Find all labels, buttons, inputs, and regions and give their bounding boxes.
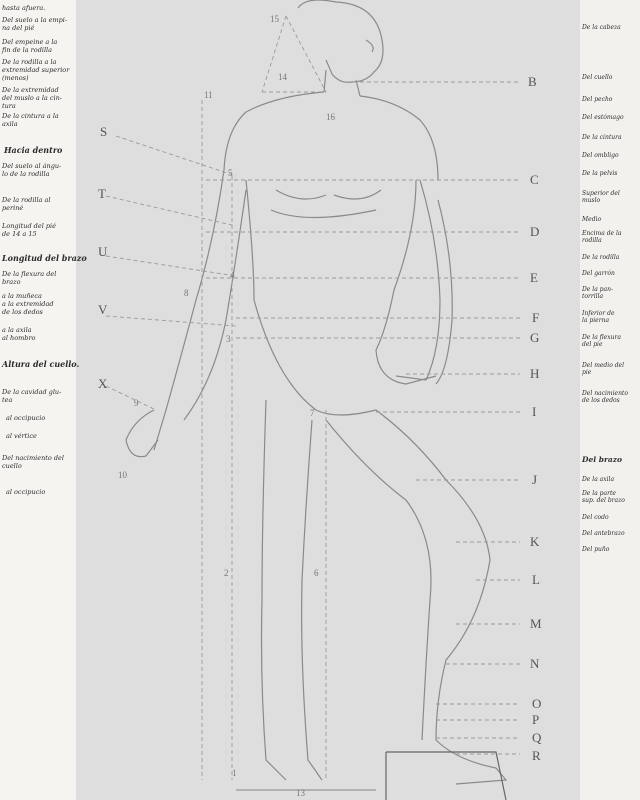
note-line: Del garrón [582, 270, 615, 277]
letter-label: J [532, 472, 538, 487]
letter-label: L [532, 572, 540, 587]
note-line: De la axila [582, 476, 615, 483]
note-line: De la rodilla a la extremidad superior (menos) [2, 58, 70, 82]
note-line: De la parte sup. del brazo [582, 490, 625, 504]
letter-label: H [530, 366, 540, 381]
point-number: 8 [184, 288, 189, 298]
point-number: 15 [270, 14, 279, 24]
letter-label: C [530, 172, 539, 187]
letter-label: K [530, 534, 540, 549]
note-line: al vértice [6, 432, 37, 440]
letter-label: X [98, 376, 108, 391]
point-number: 10 [118, 470, 127, 480]
note-line: De la rodilla al periné [2, 196, 51, 212]
letter-label: O [532, 696, 542, 711]
letter-label: E [530, 270, 538, 285]
letter-label: P [532, 712, 540, 727]
letter-label: S [100, 124, 108, 139]
letter-label: T [98, 186, 106, 201]
note-line: Del ombligo [582, 152, 619, 159]
note-line: Del nacimiento de los dedos [582, 390, 628, 404]
note-line: Del puño [582, 546, 610, 553]
note-heading: Del brazo [582, 455, 623, 464]
point-number: 2 [224, 568, 229, 578]
note-line: De la extremidad del muslo a la cin- tura [2, 86, 62, 110]
point-number: 9 [134, 398, 139, 408]
right-notes-column [580, 0, 640, 800]
note-line: Medio [582, 216, 602, 223]
letter-label: G [530, 330, 540, 345]
note-line: De la pelvis [582, 170, 618, 177]
note-line: Del codo [582, 514, 609, 521]
note-line: De la flexura del pie [582, 334, 621, 348]
letter-label: M [530, 616, 542, 631]
note-line: De la cintura [582, 134, 622, 141]
note-line: Encima de la rodilla [582, 230, 622, 244]
point-number: 11 [204, 90, 213, 100]
note-line: De la cavidad glu- tea [2, 388, 62, 404]
note-line: Del empeine a la fin de la rodilla [2, 38, 58, 54]
note-line: Del medio del pie [582, 362, 625, 376]
note-line: a la axila al hombro [2, 326, 36, 342]
letter-label: I [532, 404, 537, 419]
note-heading: Altura del cuello. [2, 359, 80, 369]
note-line: Del suelo al ángu- lo de la rodilla [2, 162, 62, 178]
note-line: Del nacimiento del cuello [2, 454, 64, 470]
note-line: Del estómago [582, 114, 624, 121]
note-line: De la cabeza [582, 24, 621, 31]
note-line: Del cuello [582, 74, 613, 81]
letter-label: R [532, 748, 541, 763]
note-heading: Hacia dentro [4, 145, 63, 155]
point-number: 7 [310, 408, 315, 418]
letter-label: U [98, 244, 108, 259]
letter-label: Q [532, 730, 542, 745]
note-line: hasta afuera. [2, 4, 46, 12]
note-line: Longitud del pié de 14 a 15 [2, 222, 56, 238]
letter-label: N [530, 656, 540, 671]
note-line: De la flexura del brazo [2, 270, 57, 286]
note-line: a la muñeca a la extremidad de los dedos [2, 292, 54, 316]
note-line: Superior del muslo [582, 190, 620, 204]
letter-label: B [528, 74, 537, 89]
note-line: De la rodilla [582, 254, 620, 261]
note-heading: Longitud del brazo [2, 253, 87, 263]
letter-label: V [98, 302, 108, 317]
note-line: De la pan- torrilla [582, 286, 613, 300]
point-number: 14 [278, 72, 287, 82]
note-line: al occipucio [6, 488, 46, 496]
letter-label: F [532, 310, 540, 325]
note-line: Del antebrazo [582, 530, 625, 537]
note-line: al occipucio [6, 414, 46, 422]
point-number: 6 [314, 568, 319, 578]
point-number: 5 [228, 168, 233, 178]
note-line: De la cintura a la axila [2, 112, 59, 128]
point-number: 16 [326, 112, 335, 122]
point-number: 4 [230, 270, 235, 280]
note-line: Inferior de la pierna [582, 310, 615, 324]
point-number: 13 [296, 788, 305, 798]
letter-label: D [530, 224, 540, 239]
note-line: Del pecho [582, 96, 613, 103]
point-number: 3 [226, 334, 231, 344]
note-line: Del suelo a la empi- na del pié [2, 16, 68, 32]
point-number: 1 [232, 768, 237, 778]
